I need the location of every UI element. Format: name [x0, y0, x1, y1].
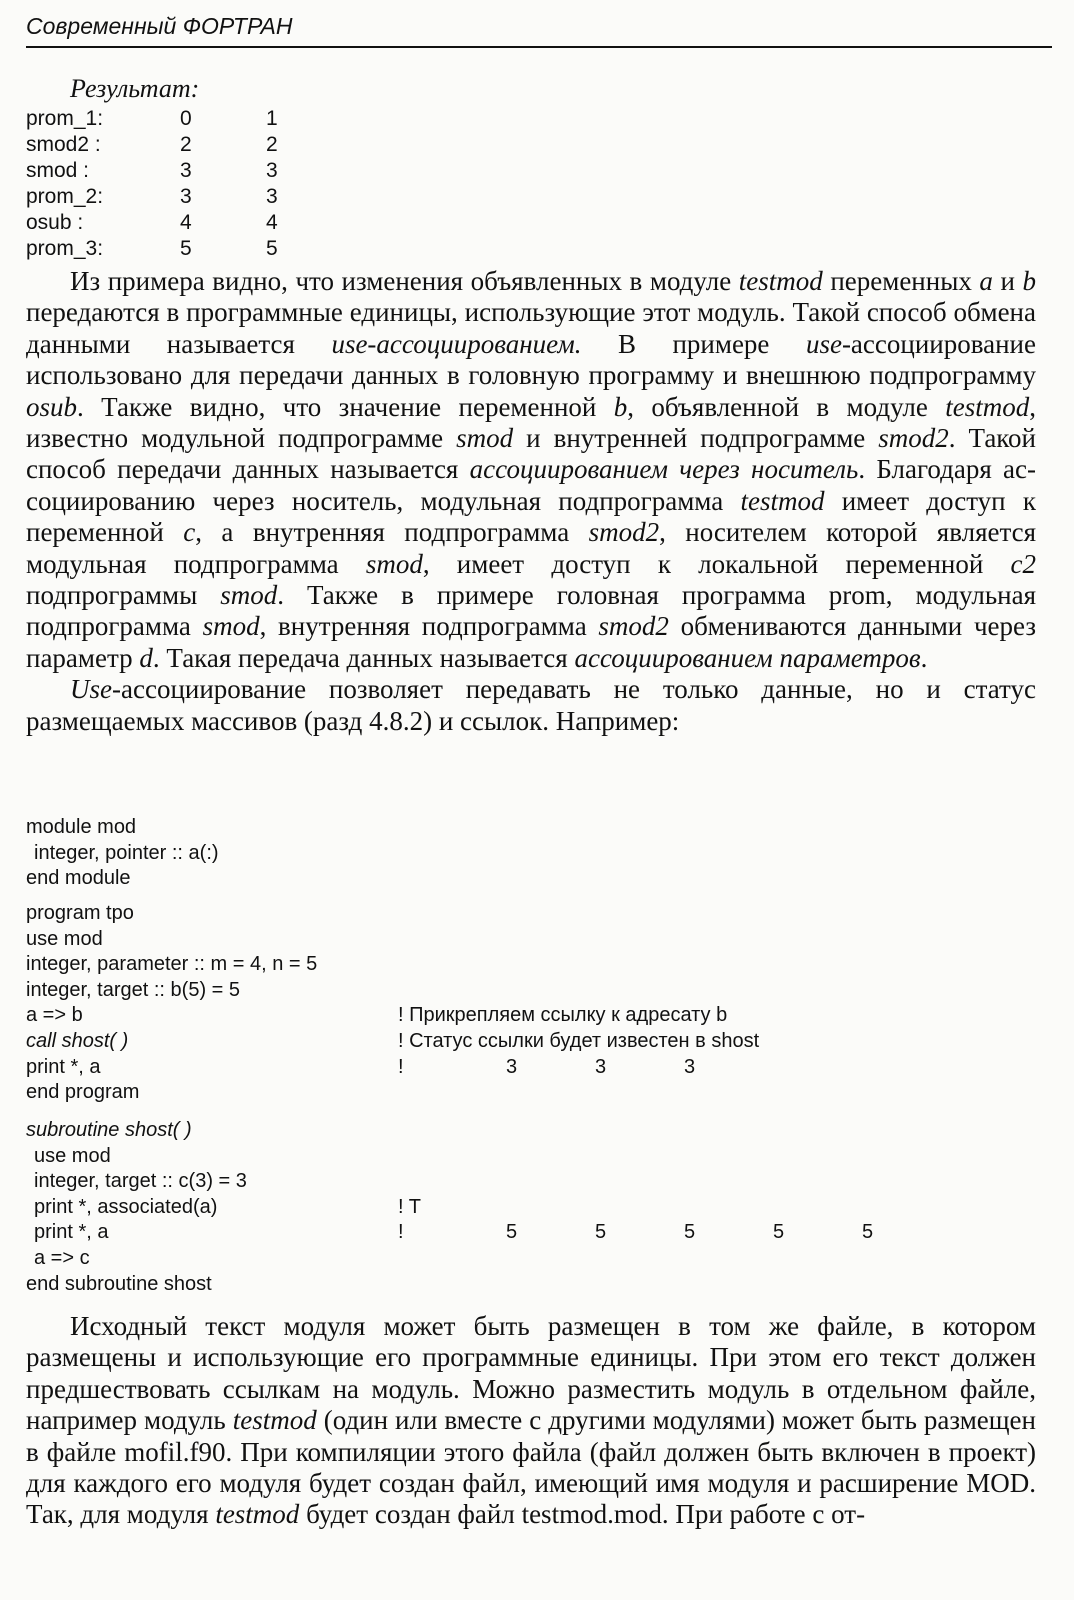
result-row: [26, 158, 426, 184]
result-value: 0: [180, 107, 192, 130]
result-value: 5: [266, 237, 278, 260]
code-line: end program: [26, 1081, 140, 1104]
output-value: 3: [684, 1055, 696, 1078]
code-block-program: [26, 901, 1046, 1106]
code-line: print *, a ! 5 5 5 5 5: [26, 1220, 1046, 1246]
code-line: module mod: [26, 816, 137, 838]
code-block-subroutine: [26, 1118, 1046, 1297]
code-line: integer, target :: b(5) = 5: [26, 978, 241, 1001]
code-line: print *, associated(a) ! T: [26, 1195, 1046, 1221]
result-heading: Результат:: [70, 74, 200, 103]
result-value: 3: [180, 185, 192, 208]
output-value: 5: [595, 1221, 607, 1244]
code-line: end subroutine shost: [26, 1272, 212, 1295]
code-line: a => b ! Прикрепляем ссылку к адресату b: [26, 1003, 1046, 1029]
result-label: prom_2:: [26, 185, 104, 208]
result-row: [26, 106, 426, 132]
code-line: a => c: [34, 1246, 90, 1269]
code-comment: ! Статус ссылки будет известен в shost: [398, 1029, 760, 1052]
output-value: 3: [595, 1055, 607, 1078]
code-line: print *, a ! 3 3 3: [26, 1055, 1046, 1081]
paragraph-module-files: [26, 1311, 1036, 1531]
result-value: 3: [266, 159, 278, 182]
result-value: 4: [180, 211, 192, 234]
result-row: [26, 236, 426, 262]
code-line: integer, parameter :: m = 4, n = 5: [26, 953, 318, 976]
result-output: [26, 106, 426, 262]
running-header: Современный ФОРТРАН: [26, 13, 293, 39]
code-block-module: [26, 815, 1046, 892]
code-line: use mod: [26, 927, 103, 950]
result-row: [26, 210, 426, 236]
output-value: 3: [506, 1055, 518, 1078]
result-label: smod :: [26, 159, 90, 182]
output-value: 5: [506, 1221, 518, 1244]
result-row: [26, 184, 426, 210]
result-value: 2: [266, 133, 278, 156]
paragraph-text: Исходный текст модуля может быть размещен в том же файле, в котором размещены и использующие его программные единицы. При этом его текст должен предшествовать ссылкам на модуль. Можно разместить модуль в отдельном файле, например модуль testmod (один или вместе с другими модулями) может быть размещен в файле mofil.f90. При компиляции этого файла (файл должен быть включен в проект) для каждого его модуля будет создан файл, имеющий имя модуля и расширение MOD. Так, для модуля testmod будет создан файл testmod.mod. При работе с от-: [26, 1311, 1036, 1530]
paragraph-text: Из примера видно, что изменения объявленных в модуле testmod переменных a и b передаются в программные единицы, использующие этот модуль. Такой способ обмена данными называется use-ассоциированием. В примере use-ассоциирование использовано для передачи данных в головную программу и внешнюю подпрограмму osub. Также видно, что значение переменной b, объявленной в модуле testmod, известно модульной подпрограмме smod и внутренней подпрограмме smod2. Такой способ передачи данных называется ассоциированием через носитель. Благодаря ассоциированию через носитель, модульная подпрограмма testmod имеет доступ к переменной c, а внутренняя подпрограмма smod2, носителем которой является модульная подпрограмма smod, имеет доступ к локальной переменной c2 подпрограммы smod. Также в примере головная программа prom, модульная подпрограмма smod, внутренняя подпрограмма smod2 обмениваются данными через параметр d. Такая передача данных называется ассоциированием параметров.: [26, 266, 1037, 673]
result-row: [26, 132, 426, 158]
output-value: 5: [773, 1221, 785, 1244]
result-label: prom_1:: [26, 107, 104, 130]
code-line: call shost( ) ! Статус ссылки будет известен в shost: [26, 1029, 1046, 1055]
result-value: 3: [266, 185, 278, 208]
code-comment: !: [398, 1055, 404, 1078]
code-line: subroutine shost( ): [26, 1119, 192, 1141]
result-value: 4: [266, 211, 278, 234]
result-value: 5: [180, 237, 192, 260]
code-line: end module: [26, 867, 131, 890]
result-label: osub :: [26, 211, 84, 234]
output-value: 5: [684, 1221, 696, 1244]
code-line: integer, pointer :: a(:): [34, 841, 219, 864]
result-value: 2: [180, 133, 192, 156]
result-value: 1: [266, 107, 278, 130]
code-line: program tpo: [26, 902, 134, 924]
output-value: 5: [862, 1221, 874, 1244]
paragraph-association: [26, 266, 1036, 737]
paragraph-text: Use-ассоциирование позволяет передавать не только данные, но и статус размещаемых массивов (разд 4.8.2) и ссылок. Например:: [26, 674, 1036, 736]
result-label: prom_3:: [26, 237, 104, 260]
code-comment: !: [398, 1221, 404, 1244]
result-value: 3: [180, 159, 192, 182]
header-rule: [26, 46, 1052, 48]
code-comment: ! T: [398, 1195, 421, 1218]
result-label: smod2 :: [26, 133, 101, 156]
code-line: integer, target :: c(3) = 3: [34, 1170, 247, 1193]
code-line: use mod: [34, 1144, 111, 1167]
code-comment: ! Прикрепляем ссылку к адресату b: [398, 1004, 728, 1027]
